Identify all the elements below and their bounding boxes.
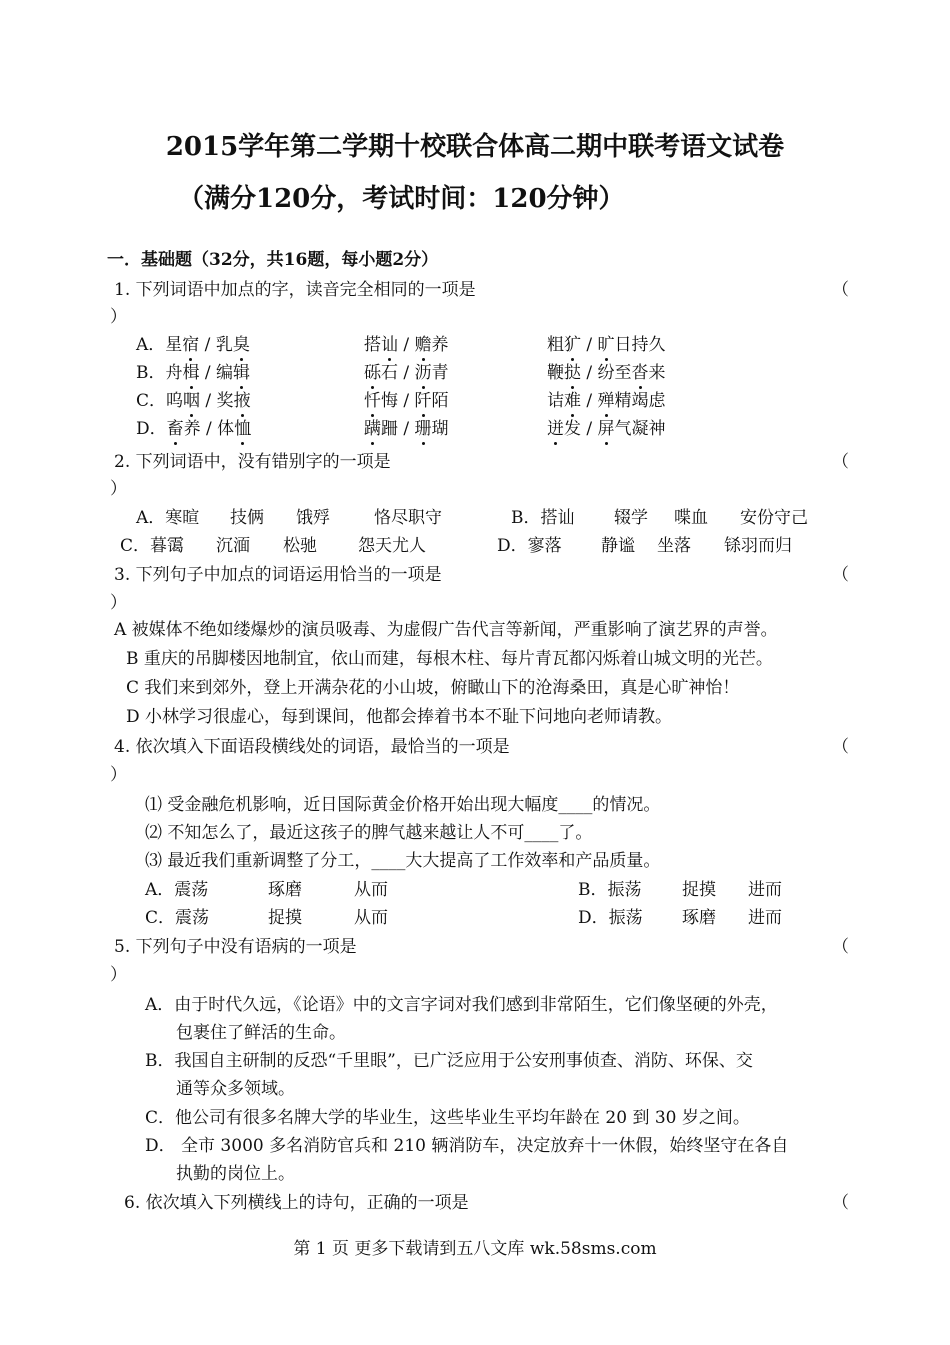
- q2-option: 沉湎: [216, 536, 250, 556]
- answer-paren-open: （: [832, 1193, 849, 1213]
- q2-option: D．寥落: [497, 536, 562, 556]
- q5-option-b: B．我国自主研制的反恐“千里眼”，已广泛应用于公安刑事侦查、消防、环保、交: [145, 1051, 753, 1071]
- q3-option-b: B 重庆的吊脚楼因地制宜，依山而建，每根木柱、每片青瓦都闪烁着山城文明的光芒。: [126, 649, 773, 669]
- q5-option-a: A．由于时代久远，《论语》中的文言字词对我们感到非常陌生，它们像坚硬的外壳，: [145, 995, 778, 1015]
- q1-option-b-1: B．舟楫 / 编辑: [136, 363, 251, 383]
- q4-option: 捉摸: [682, 880, 716, 900]
- q1-option-a-1: A．星宿 / 乳臭: [136, 335, 250, 355]
- q4-option: B．振荡: [578, 880, 642, 900]
- answer-paren-close: ）: [110, 965, 127, 985]
- section-heading: 一．基础题（32分，共16题，每小题2分）: [107, 250, 439, 270]
- q5-option-d: D． 全市 3000 多名消防官兵和 210 辆消防车，决定放弃十一休假，始终坚守在各自: [145, 1136, 789, 1156]
- q3-option-a: A 被媒体不绝如缕爆炒的演员吸毒、为虚假广告代言等新闻，严重影响了演艺界的声誉。: [114, 620, 778, 640]
- q2-option: 技俩: [230, 508, 264, 528]
- q2-option: 饿殍: [296, 508, 330, 528]
- q4-option: 琢磨: [268, 880, 302, 900]
- q2-option: 静谧: [601, 536, 635, 556]
- q1-option-c-1: C．呜咽 / 奖掖: [136, 391, 251, 411]
- q5-option-c: C．他公司有很多名牌大学的毕业生，这些毕业生平均年龄在 20 到 30 岁之间。: [145, 1108, 750, 1128]
- q4-sentence-1: ⑴ 受金融危机影响，近日国际黄金价格开始出现大幅度____的情况。: [145, 795, 661, 815]
- answer-paren-open: （: [832, 565, 849, 585]
- q1-option-a-3: 粗犷 / 旷日持久: [547, 335, 666, 355]
- question-3-stem: 3. 下列句子中加点的词语运用恰当的一项是: [114, 565, 442, 585]
- answer-paren-close: ）: [110, 593, 127, 613]
- q4-sentence-3: ⑶ 最近我们重新调整了分工，____大大提高了工作效率和产品质量。: [145, 851, 661, 871]
- q4-option: 进而: [748, 880, 782, 900]
- q3-option-c: C 我们来到郊外，登上开满杂花的小山坡，俯瞰山下的沧海桑田，真是心旷神怡！: [126, 678, 740, 698]
- answer-paren-open: （: [832, 737, 849, 757]
- answer-paren-open: （: [832, 452, 849, 472]
- q3-option-d: D 小林学习很虚心，每到课间，他都会捧着书本不耻下问地向老师请教。: [126, 707, 673, 727]
- question-5-stem: 5. 下列句子中没有语病的一项是: [114, 937, 357, 957]
- q4-sentence-2: ⑵ 不知怎么了，最近这孩子的脾气越来越让人不可____了。: [145, 823, 593, 843]
- q2-option: 安份守己: [740, 508, 808, 528]
- q1-option-b-2: 砾石 / 沥青: [364, 363, 449, 383]
- q4-option: 琢磨: [682, 908, 716, 928]
- question-6-stem: 6. 依次填入下列横线上的诗句，正确的一项是: [124, 1193, 469, 1213]
- q4-option: 捉摸: [268, 908, 302, 928]
- q1-option-a-2: 搭讪 / 赡养: [364, 335, 449, 355]
- q2-option: 怨天尤人: [358, 536, 426, 556]
- q4-option: C．震荡: [145, 908, 210, 928]
- q2-option: 辍学: [614, 508, 648, 528]
- page-title: 2015学年第二学期十校联合体高二期中联考语文试卷: [165, 132, 785, 162]
- answer-paren-close: ）: [110, 307, 127, 327]
- q2-option: 松驰: [283, 536, 317, 556]
- answer-paren-close: ）: [110, 765, 127, 785]
- question-1-stem: 1. 下列词语中加点的字，读音完全相同的一项是: [114, 280, 476, 300]
- q2-option: B．搭讪: [511, 508, 575, 528]
- q4-option: 进而: [748, 908, 782, 928]
- q4-option: D．振荡: [578, 908, 643, 928]
- q4-option: A．震荡: [145, 880, 209, 900]
- q2-option: 恪尽职守: [374, 508, 442, 528]
- answer-paren-open: （: [832, 937, 849, 957]
- answer-paren-open: （: [832, 280, 849, 300]
- q1-option-d-1: D．畜养 / 体恤: [136, 419, 252, 439]
- q2-option: 坐落: [657, 536, 691, 556]
- q2-option: 喋血: [674, 508, 708, 528]
- q2-option: A．寒暄: [136, 508, 200, 528]
- q5-option-d-cont: 执勤的岗位上。: [176, 1164, 295, 1184]
- q2-option: 铩羽而归: [724, 536, 792, 556]
- q5-option-b-cont: 通等众多领域。: [176, 1079, 295, 1099]
- page-footer: 第 1 页 更多下载请到五八文库 wk.58sms.com: [293, 1239, 657, 1259]
- q4-option: 从而: [354, 908, 388, 928]
- q1-option-c-2: 忏悔 / 阡陌: [364, 391, 449, 411]
- q1-option-b-3: 鞭挞 / 纷至沓来: [547, 363, 666, 383]
- answer-paren-close: ）: [110, 479, 127, 499]
- q2-option: C．暮霭: [120, 536, 185, 556]
- q5-option-a-cont: 包裹住了鲜活的生命。: [176, 1023, 346, 1043]
- q1-option-d-2: 蹒跚 / 珊瑚: [364, 419, 449, 439]
- question-4-stem: 4. 依次填入下面语段横线处的词语，最恰当的一项是: [114, 737, 510, 757]
- q4-option: 从而: [354, 880, 388, 900]
- q1-option-c-3: 诘难 / 殚精竭虑: [547, 391, 666, 411]
- q1-option-d-3: 迸发 / 屏气凝神: [547, 419, 666, 439]
- question-2-stem: 2. 下列词语中，没有错别字的一项是: [114, 452, 391, 472]
- page-subtitle: （满分120分，考试时间：120分钟）: [178, 184, 625, 214]
